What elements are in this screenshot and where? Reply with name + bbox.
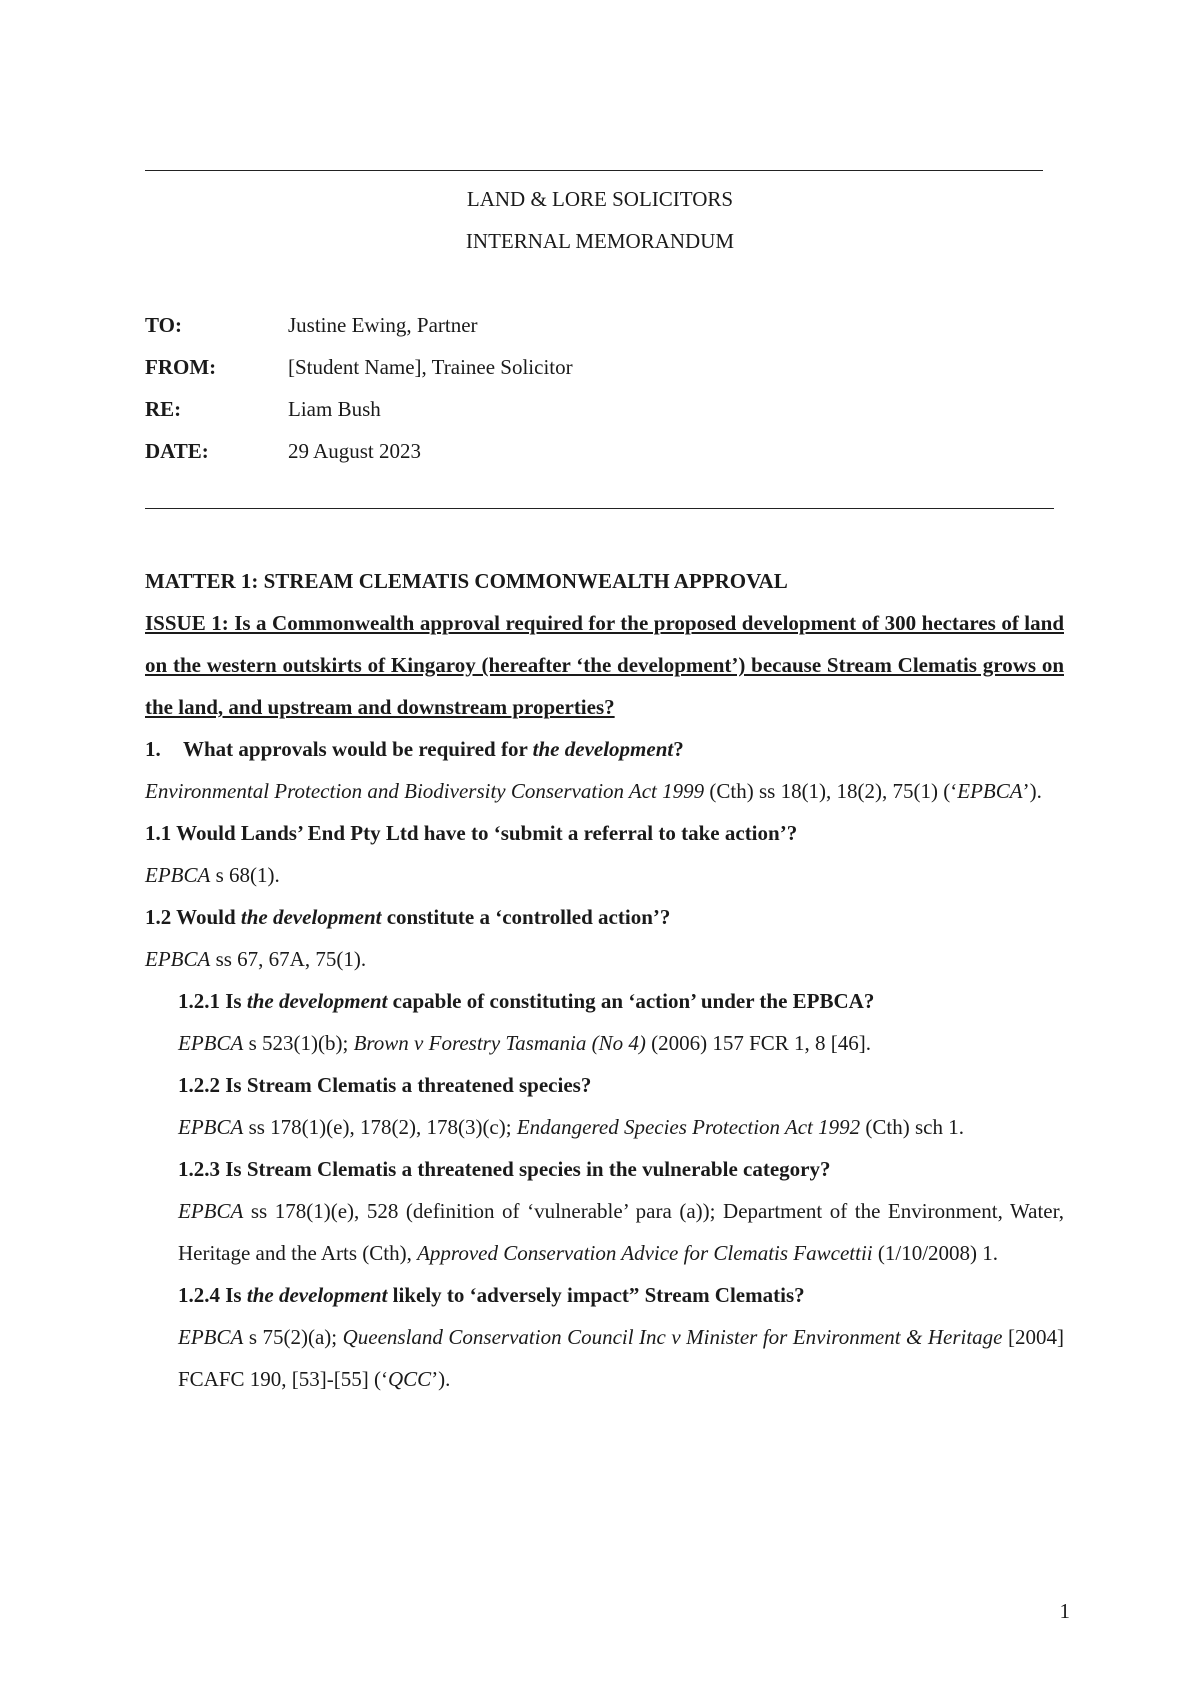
question-1-2-4: 1.2.4 Is the development likely to ‘adversely impact” Stream Clematis?	[178, 1283, 805, 1307]
firm-name: LAND & LORE SOLICITORS	[466, 187, 734, 211]
question-1-2-2: 1.2.2 Is Stream Clematis a threatened species?	[178, 1073, 592, 1097]
authority-1: Environmental Protection and Biodiversity Conservation Act 1999 (Cth) ss 18(1), 18(2), 75(1) (‘EPBCA’).	[145, 779, 1042, 803]
from-value: [Student Name], Trainee Solicitor	[288, 355, 573, 379]
re-label: RE:	[145, 397, 182, 421]
question-1-2: 1.2 Would the development constitute a ‘controlled action’?	[145, 905, 671, 929]
matter-heading: MATTER 1: STREAM CLEMATIS COMMONWEALTH APPROVAL	[145, 569, 788, 593]
page-number: 1	[1059, 1599, 1070, 1623]
from-label: FROM:	[145, 355, 217, 379]
question-1-1: 1.1 Would Lands’ End Pty Ltd have to ‘submit a referral to take action’?	[145, 821, 798, 845]
document-type: INTERNAL MEMORANDUM	[465, 229, 735, 253]
authority-1-2: EPBCA ss 67, 67A, 75(1).	[145, 947, 367, 971]
authority-1-1: EPBCA s 68(1).	[145, 863, 280, 887]
to-value: Justine Ewing, Partner	[288, 313, 478, 337]
header-divider	[145, 508, 1054, 509]
authority-1-2-1: EPBCA s 523(1)(b); Brown v Forestry Tasmania (No 4) (2006) 157 FCR 1, 8 [46].	[178, 1031, 871, 1055]
to-label: TO:	[145, 313, 182, 337]
date-label: DATE:	[145, 439, 209, 463]
question-1-2-1: 1.2.1 Is the development capable of constituting an ‘action’ under the EPBCA?	[178, 989, 875, 1013]
sub-issues	[145, 980, 1064, 1400]
date-value: 29 August 2023	[288, 439, 422, 463]
authority-1-2-4: EPBCA s 75(2)(a); Queensland Conservation Council Inc v Minister for Environment & Heritage [2004] FCAFC 190, [53]-[55] (‘QCC’).	[178, 1325, 1064, 1391]
question-1-number: 1.	[145, 737, 161, 761]
question-1-2-3: 1.2.3 Is Stream Clematis a threatened species in the vulnerable category?	[178, 1157, 831, 1181]
authority-1-2-2: EPBCA ss 178(1)(e), 178(2), 178(3)(c); Endangered Species Protection Act 1992 (Cth) sch 1.	[178, 1115, 964, 1139]
re-value: Liam Bush	[288, 397, 381, 421]
question-1: 1. What approvals would be required for the development?	[145, 728, 1064, 770]
issue-heading: ISSUE 1: Is a Commonwealth approval required for the proposed development of 300 hectares of land on the western outskirts of Kingaroy (hereafter ‘the development’) because Stream Clematis grows on the land, and upstream and downstream properties?	[145, 611, 1064, 719]
memo-body	[145, 560, 1064, 1400]
authority-1-2-3: EPBCA ss 178(1)(e), 528 (definition of ‘vulnerable’ para (a)); Department of the Environment, Water, Heritage and the Arts (Cth), Approved Conservation Advice for Clematis Fawcettii (1/10/2008) 1.	[178, 1199, 1064, 1265]
top-rule	[145, 170, 1043, 171]
